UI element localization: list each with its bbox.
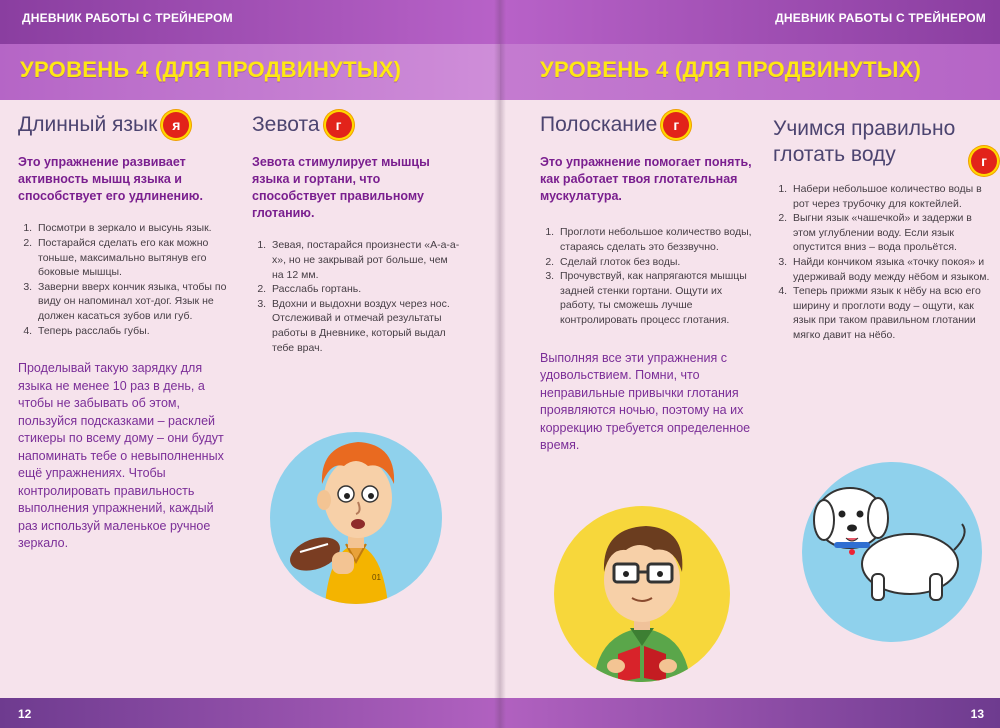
step-item: 2. Расслабь гортань. [269, 282, 462, 297]
step-item: 4. Теперь расслабь губы. [35, 324, 243, 339]
steps-list [773, 182, 991, 343]
header-bar [500, 0, 1000, 44]
page-number: 13 [970, 707, 984, 721]
step-item: 1. Проглоти небольшое количество воды, стараясь сделать это беззвучно. [557, 225, 755, 254]
steps-list [18, 221, 243, 338]
exercise-note: Проделывай такую зарядку для языка не менее 10 раз в день, а чтобы не забывать об этом, пользуйся подсказками – расклей стикеры по всему дому – они будут напоминать тебе о невыполненных ещё упражнениях. Чтобы контролировать правильность выполнения упражнений, каждый раз используй маленькое ручное зеркало. [18, 361, 224, 551]
difficulty-badge: г [971, 148, 997, 174]
exercise-title: Учимся правильно глотать воду [773, 117, 956, 166]
exercise-yawn [252, 112, 462, 355]
difficulty-badge: г [326, 112, 352, 138]
step-item: 1. Посмотри в зеркало и высунь язык. [35, 221, 243, 236]
jersey-number: 01 [372, 573, 381, 582]
exercise-intro: Это упражнение помогает понять, как работает твоя глотательная мускулатура. [540, 155, 752, 204]
exercise-title: Полоскание г [540, 112, 755, 138]
boy-football-illustration [270, 432, 442, 604]
level-title: УРОВЕНЬ 4 (ДЛЯ ПРОДВИНУТЫХ) [20, 57, 402, 82]
step-item: 3. Вдохни и выдохни воздух через нос. Отслеживай и отмечай результаты работы в Дневнике, который выдал тебе врач. [269, 297, 462, 355]
footer-bar [500, 698, 1000, 728]
step-item: 1. Набери небольшое количество воды в рот через трубочку для коктейлей. [790, 182, 991, 211]
exercise-intro: Зевота стимулирует мышцы языка и гортани, что способствует правильному глотанию. [252, 155, 430, 221]
exercise-swallow-water [773, 116, 991, 343]
right-page [500, 0, 1000, 728]
exercise-intro: Это упражнение развивает активность мышц языка и способствует его удлинению. [18, 155, 203, 204]
exercise-title: Длинный язык я [18, 112, 243, 138]
step-item: 2. Выгни язык «чашечкой» и задержи в этом углублении воду. Если язык опустится вниз – вода прольётся. [790, 211, 991, 255]
level-title: УРОВЕНЬ 4 (ДЛЯ ПРОДВИНУТЫХ) [540, 57, 922, 82]
exercise-note: Выполняя все эти упражнения с удовольствием. Помни, что неправильные привычки глотания проявляются ночью, поэтому на их коррекцию требуется определенное время. [540, 350, 751, 453]
step-item: 3. Заверни вверх кончик языка, чтобы по виду он напоминал хот-дог. Язык не должен касаться зубов или губ. [35, 280, 243, 324]
exercise-title: Зевота г [252, 112, 462, 138]
difficulty-badge: я [163, 112, 189, 138]
page-number: 12 [18, 707, 32, 721]
boy-reading-illustration [554, 506, 730, 682]
header-bar [0, 0, 500, 44]
footer-bar [0, 698, 500, 728]
steps-list [540, 225, 755, 327]
steps-list [252, 238, 462, 355]
step-item: 2. Сделай глоток без воды. [557, 255, 755, 270]
step-item: 4. Теперь прижми язык к нёбу на всю его ширину и проглоти воду – ощути, как язык при таком правильном глотании мягко давит на нёбо. [790, 284, 991, 342]
header-title: ДНЕВНИК РАБОТЫ С ТРЕЙНЕРОМ [22, 11, 233, 25]
step-item: 1. Зевая, постарайся произнести «А-а-а-х», но не закрывай рот больше, чем на 12 мм. [269, 238, 462, 282]
step-item: 3. Найди кончиком языка «точку покоя» и удерживай воду между нёбом и языком. [790, 255, 991, 284]
step-item: 2. Постарайся сделать его как можно тоньше, максимально вытянув его боковые мышцы. [35, 236, 243, 280]
exercise-long-tongue [18, 112, 243, 553]
puppy-illustration [802, 462, 982, 642]
difficulty-badge: г [663, 112, 689, 138]
exercise-rinsing [540, 112, 755, 455]
book-gutter [494, 0, 506, 728]
header-title: ДНЕВНИК РАБОТЫ С ТРЕЙНЕРОМ [775, 11, 986, 25]
step-item: 3. Прочувствуй, как напрягаются мышцы задней стенки гортани. Ощути их работу, ты сможешь лучше контролировать процесс глотания. [557, 269, 755, 327]
